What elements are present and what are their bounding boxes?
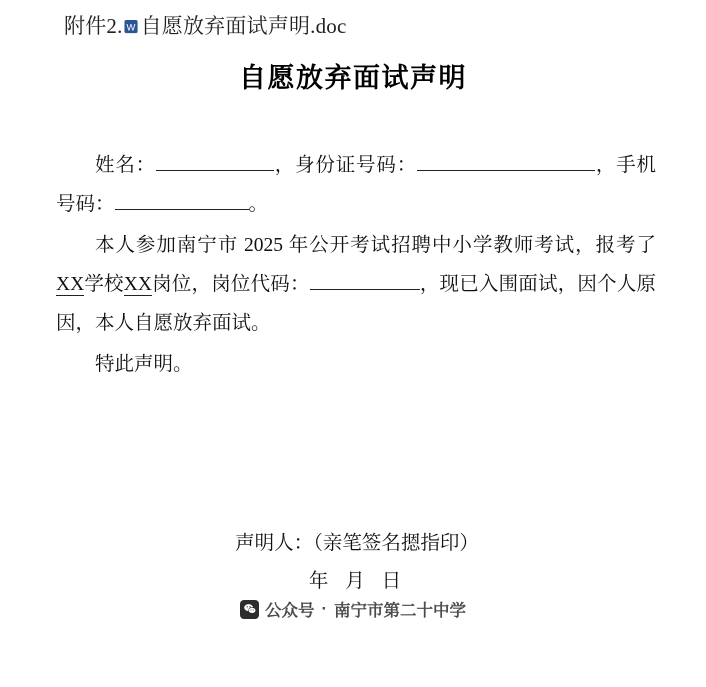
post-code-blank [310, 289, 420, 290]
document-body [56, 146, 656, 386]
phone-label: ，手机号码： [56, 155, 656, 215]
wechat-icon [240, 600, 259, 619]
date-line: 年 月 日 [308, 571, 408, 592]
attachment-label: 附件2. [64, 14, 123, 38]
school-mark: XX [56, 274, 85, 295]
phone-blank [115, 209, 249, 210]
word-doc-icon [124, 19, 139, 34]
footer-account-label: 公众号 [265, 602, 315, 620]
paragraph-declaration [56, 226, 656, 343]
footer-separator: · [321, 599, 327, 618]
paragraph-identity [56, 146, 656, 224]
declaration-seg2: 学校 [84, 274, 124, 295]
signature-line: 声明人：（亲笔签名摁指印） [235, 533, 479, 554]
post-mark: XX [123, 274, 152, 295]
identity-period: 。 [248, 194, 269, 215]
name-blank [156, 170, 274, 171]
paragraph-closing: 特此声明。 [95, 354, 193, 375]
declaration-seg1: 本人参加南宁市 2025 年公开考试招聘中小学教师考试，报考了 [95, 235, 656, 256]
page-title: 自愿放弃面试声明 [239, 63, 467, 93]
id-blank [417, 170, 595, 171]
attachment-header [64, 10, 347, 40]
declaration-seg4: ，现已入围面试，因个人原因，本人自愿放弃面试。 [56, 274, 656, 334]
attachment-file-name: 自愿放弃面试声明.doc [140, 14, 347, 38]
name-label: 姓名： [95, 155, 156, 176]
svg-text:W: W [126, 21, 136, 32]
id-label: ，身份证号码： [273, 155, 418, 176]
footer-account [0, 597, 706, 621]
declaration-seg3: 岗位，岗位代码： [151, 274, 310, 295]
footer-account-name: 南宁市第二十中学 [334, 602, 466, 620]
